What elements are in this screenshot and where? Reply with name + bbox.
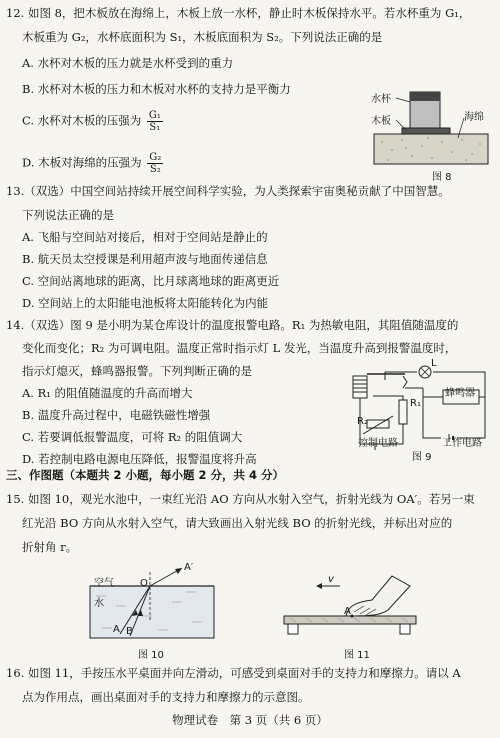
desk-leg-left	[288, 624, 298, 634]
figure-11	[276, 566, 422, 640]
q12-option-a: A. 水杯对木板的压力就是水杯受到的重力	[22, 56, 234, 70]
work-wire-right	[433, 372, 485, 438]
q14-stem-line1: 14.（双选）图 9 是小明为某仓库设计的温度报警电路。R₁ 为热敏电阻，其阻值随温度的	[6, 318, 459, 332]
q12-option-c-fraction	[147, 110, 163, 133]
q16-stem-line1: 16. 如图 11，手按压水平桌面并向左滑动，可感受到桌面对手的支持力和摩擦力。请以 A	[6, 666, 461, 680]
q14-stem-line3: 指示灯熄灭，蜂鸣器报警。下列判断正确的是	[22, 364, 252, 378]
fig8-label-board: 木板	[371, 116, 391, 127]
electromagnet-core	[353, 376, 367, 398]
fig8-label-cup: 水杯	[371, 94, 391, 105]
fig9-label-control: 控制电路	[358, 438, 398, 449]
q15-stem-line2: 红光沿 BO 方向从水射入空气，请大致画出入射光线 BO 的折射光线，并标出对应的	[22, 516, 453, 530]
page-footer: 物理试卷 第 3 页（共 6 页）	[172, 713, 328, 727]
fig11-label-v: v	[328, 574, 334, 585]
q12-stem-line2: 木板重为 G₂，水杯底面积为 S₁，木板底面积为 S₂。下列说法正确的是	[22, 30, 383, 44]
fig9-label-work: 工作电路	[442, 438, 482, 449]
q13-option-a: A. 飞船与空间站对接后，相对于空间站是静止的	[22, 230, 268, 244]
q12-d-numerator: G₂	[149, 152, 162, 163]
q12-option-c-text: C. 水杯对木板的压强为	[22, 113, 142, 128]
desk-surface	[284, 616, 416, 624]
q12-c-numerator: G₁	[148, 110, 161, 121]
fig8-label-sponge: 海绵	[464, 112, 484, 123]
fig10-label-o: O	[140, 578, 148, 589]
q14-option-c: C. 若要调低报警温度，可将 R₂ 的阻值调大	[22, 430, 243, 444]
q14-option-d: D. 若控制电路电源电压降低，报警温度将升高	[22, 452, 257, 466]
fig10-label-water: 水	[94, 598, 104, 609]
q13-option-b: B. 航天员太空授课是利用超声波与地面传递信息	[22, 252, 268, 266]
fig9-label-r1: R₁	[410, 398, 421, 409]
fig9-label-l: L	[431, 358, 437, 369]
relay-spring	[403, 376, 407, 388]
wooden-board	[402, 128, 450, 134]
cup-leader	[396, 98, 410, 102]
fig8-caption: 图 8	[432, 172, 452, 183]
q12-option-d-fraction	[147, 152, 163, 175]
fig10-caption: 图 10	[138, 650, 164, 661]
hand	[346, 576, 410, 616]
q12-option-b: B. 水杯对木板的压力和木板对水杯的支持力是平衡力	[22, 82, 291, 96]
fig10-label-air: 空气	[94, 578, 114, 589]
sponge-block	[374, 134, 488, 164]
q13-option-c: C. 空间站离地球的距离，比月球离地球的距离更近	[22, 274, 280, 288]
fig9-caption: 图 9	[412, 452, 432, 463]
fig9-label-r2: R₂	[357, 416, 368, 427]
q14-stem-line2: 变化而变化；R₂ 为可调电阻。温度正常时指示灯 L 发光，当温度升高到报警温度时，	[22, 341, 457, 355]
q12-option-d-text: D. 木板对海绵的压强为	[22, 155, 142, 170]
desk-leg-right	[400, 624, 410, 634]
q13-option-d: D. 空间站上的太阳能电池板将太阳能转化为内能	[22, 296, 269, 310]
q14-option-b: B. 温度升高过程中，电磁铁磁性增强	[22, 408, 211, 422]
velocity-arrowhead	[316, 583, 322, 589]
q12-d-denominator: S₂	[149, 164, 161, 175]
q12-stem-line1: 12. 如图 8，把木板放在海绵上，木板上放一水杯，静止时木板保持水平。若水杯重为 G₁，	[6, 6, 471, 20]
pool-water	[90, 586, 214, 638]
fig11-label-a: A	[344, 606, 351, 617]
q12-option-d	[22, 152, 163, 175]
cup-top	[410, 92, 440, 101]
q15-stem-line1: 15. 如图 10，观光水池中，一束红光沿 AO 方向从水射入空气，折射光线为 OA′。若另一束	[6, 492, 475, 506]
q13-stem-line2: 下列说法正确的是	[22, 208, 114, 222]
electromagnet-coil	[353, 380, 367, 392]
work-wire-bottom	[423, 418, 441, 438]
fig9-label-buzzer: 蜂鸣器	[445, 388, 475, 399]
q16-stem-line2: 点为作用点，画出桌面对手的支持力和摩擦力的示意图。	[22, 690, 310, 704]
q15-stem-line3: 折射角 r。	[22, 540, 78, 554]
fig10-label-a: A	[113, 624, 120, 635]
q14-option-a: A. R₁ 的阻值随温度的升高而增大	[22, 386, 193, 400]
section-3-heading: 三、作图题（本题共 2 小题，每小题 2 分，共 4 分）	[6, 468, 285, 482]
q12-option-c	[22, 110, 163, 133]
fig10-label-b: B	[126, 626, 133, 637]
thermistor-r1	[399, 400, 407, 424]
fig10-label-a-prime: A′	[184, 562, 194, 573]
q12-c-denominator: S₁	[149, 122, 161, 133]
q13-stem-line1: 13.（双选）中国空间站持续开展空间科学实验，为人类探索宇宙奥秘贡献了中国智慧。	[6, 184, 450, 198]
fig11-caption: 图 11	[344, 650, 370, 661]
board-leader	[396, 120, 406, 130]
variable-resistor-r2	[367, 420, 389, 428]
